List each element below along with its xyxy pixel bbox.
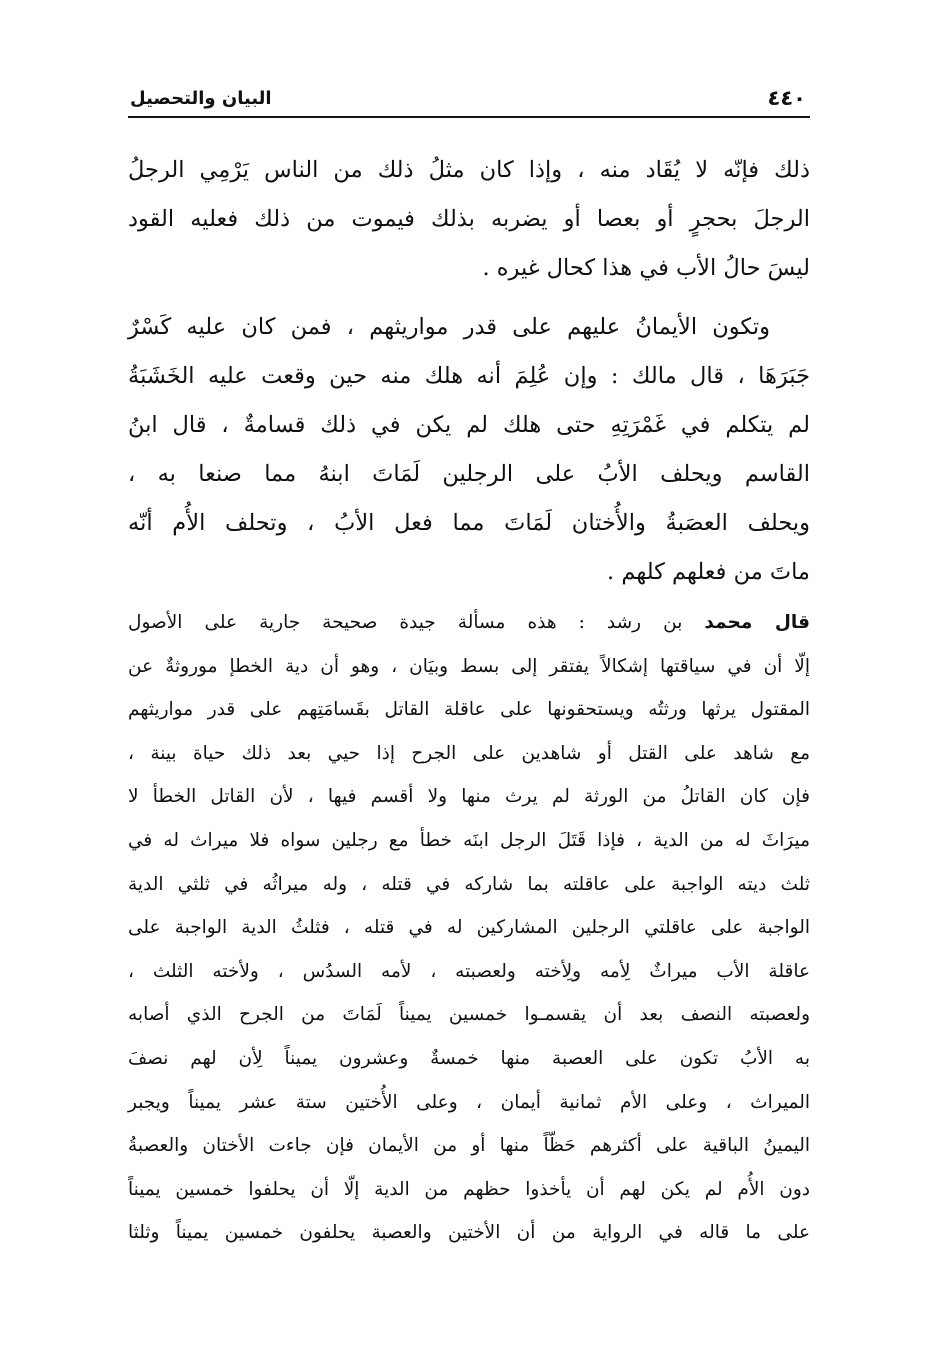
text-line: ويحلف العصَبةُ والأُختان لَمَاتَ مما فعل الأبُ ، وتحلف الأُم أنّه bbox=[128, 510, 810, 536]
text-line: القاسم ويحلف الأبُ على الرجلين لَمَاتَ ابنهُ مما صنعا به ، bbox=[128, 461, 810, 487]
main-paragraph-1 bbox=[128, 146, 810, 293]
page-header bbox=[128, 82, 810, 118]
text-line: مع شاهد على القتل أو شاهدين على الجرح إذا حيي بعد ذلك حياة بينة ، bbox=[128, 742, 810, 764]
text-line: إلّا أن في سياقتها إشكالاً يفتقر إلى بسط وبيَان ، وهو أن دية الخطإ موروثةٌ عن bbox=[128, 655, 810, 677]
text-line: دون الأُم لم يكن لهم أن يأخذوا حظهم من الدية إلّا أن يحلفوا خمسين يميناً bbox=[128, 1178, 811, 1200]
commentary-first-line bbox=[128, 601, 810, 645]
commentary-paragraph bbox=[128, 601, 810, 1255]
text-line: وتكون الأيمانُ عليهم على قدر مواريثهم ، فمن كان عليه كَسْرٌ bbox=[128, 314, 770, 340]
text-line: ماتَ من فعلهم كلهم . bbox=[607, 559, 810, 585]
text-line: به الأبُ تكون على العصبة منها خمسةٌ وعشرون يميناً لِأن لهم نصفَ bbox=[128, 1047, 810, 1069]
text-line: الميراث ، وعلى الأم ثمانية أيمان ، وعلى الأُختين ستة عشر يميناً ويجبر bbox=[128, 1091, 810, 1113]
page-number: ٤٤٠ bbox=[767, 86, 806, 110]
commentary-first-line-rest: بن رشد : هذه مسألة جيدة صحيحة جارية على الأصول bbox=[128, 612, 705, 633]
text-line: الرجلَ بحجرٍ أو بعصا أو يضربه بذلك فيموت من ذلك فعليه القود bbox=[128, 206, 810, 232]
text-line: لم يتكلم في غَمْرَتِهِ حتى هلك لم يكن في ذلك قسامةٌ ، قال ابنُ bbox=[128, 412, 810, 438]
text-line: فإن كان القاتلُ من الورثة لم يرث منها ولا أقسم فيها ، لأن القاتل الخطأ لا bbox=[128, 786, 810, 808]
text-line: ثلث ديته الواجبة على عاقلته بما شاركه في قتله ، وله ميراثُه في ثلثي الدية bbox=[128, 873, 810, 895]
text-line: المقتول يرثها ورثتُه ويستحقونها على عاقلة القاتل بقَسامَتِهم على قدر مواريثهم bbox=[128, 699, 810, 721]
text-line: اليمينُ الباقية على أكثرهم حَظّاً منها أو من الأيمان فإن جاءت الأختان والعصبةُ bbox=[128, 1135, 810, 1157]
main-paragraph-2 bbox=[128, 303, 810, 597]
text-line: عاقلة الأب ميراثٌ لِأمه ولِأخته ولعصبته ، لأمه السدُس ، ولأخته الثلث ، bbox=[128, 960, 810, 982]
text-line: ذلك فإنّه لا يُقَاد منه ، وإذا كان مثلُ ذلك من الناس يَرْمِي الرجلُ bbox=[128, 157, 810, 183]
text-line: جَبَرَهَا ، قال مالك : وإن عُلِمَ أنه هلك منه حين وقعت عليه الخَشَبَةُ bbox=[128, 363, 810, 389]
running-title: البيان والتحصيل bbox=[130, 88, 272, 109]
text-line: ليسَ حالُ الأب في هذا كحال غيره . bbox=[482, 255, 810, 281]
commentary-lead: قال محمد bbox=[704, 612, 810, 633]
text-line: على ما قاله في الرواية من أن الأختين والعصبة يحلفون خمسين يميناً وثلثا bbox=[128, 1222, 810, 1244]
text-line: ميرَاثَ له من الدية ، فإذا قَتَلَ الرجل ابنَه خطأ مع رجلين سواه فلا ميراث له في bbox=[128, 829, 810, 851]
text-line: الواجبة على عاقلتي الرجلين المشاركين له في قتله ، فثلثُ الدية الواجبة على bbox=[128, 917, 810, 939]
text-line: ولعصبته النصف بعد أن يقسمـوا خمسين يميناً لَمَاتَ من الجرح الذي أصابه bbox=[128, 1004, 810, 1026]
